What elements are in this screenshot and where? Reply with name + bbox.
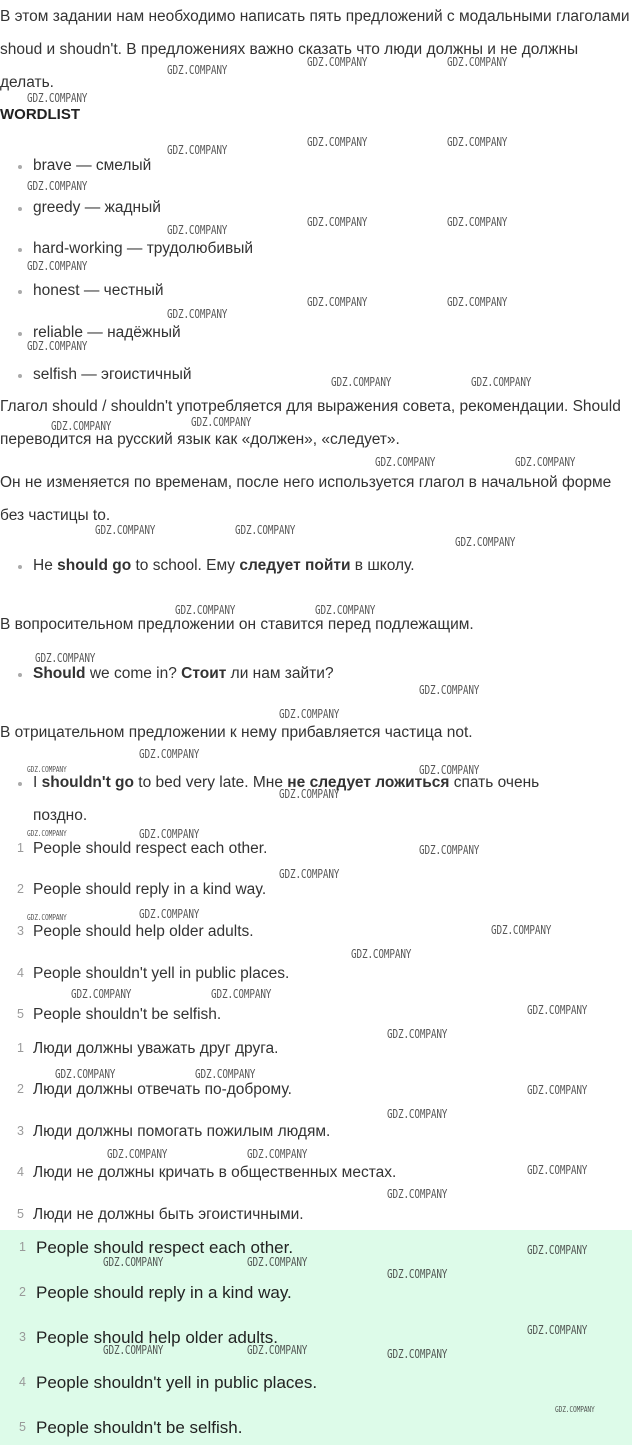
watermark: GDZ.COMPANY [139,747,200,761]
list-item: 1 Люди должны уважать друг друга. [17,1040,279,1057]
watermark: GDZ.COMPANY [307,295,368,309]
watermark: GDZ.COMPANY [387,1267,448,1281]
wordlist-item: selfish — эгоистичный [33,366,192,383]
answer-item: 4 People shouldn't yell in public places. [19,1373,318,1392]
watermark: GDZ.COMPANY [387,1187,448,1201]
watermark: GDZ.COMPANY [491,923,552,937]
list-item: 5 People shouldn't be selfish. [17,1006,222,1023]
watermark: GDZ.COMPANY [175,603,236,617]
watermark: GDZ.COMPANY [247,1255,308,1269]
watermark: GDZ.COMPANY [375,455,436,469]
watermark: GDZ.COMPANY [51,419,112,433]
watermark: GDZ.COMPANY [167,143,228,157]
example-sentence: He should go to school. Ему следует пойти в школу. [33,557,415,574]
watermark: GDZ.COMPANY [279,707,340,721]
watermark: GDZ.COMPANY [27,259,88,273]
watermark: GDZ.COMPANY [191,415,252,429]
watermark: GDZ.COMPANY [27,91,88,105]
watermark: GDZ.COMPANY [279,787,340,801]
intro-text: В этом задании нам необходимо написать пять предложений с модальными глаголами shoud и shoudn't. В предложениях важно сказать что люди должны и не должны делать. [0,8,630,91]
watermark: GDZ.COMPANY [387,1107,448,1121]
list-item: 5 Люди не должны быть эгоистичными. [17,1206,304,1223]
watermark: GDZ.COMPANY [27,829,67,838]
watermark: GDZ.COMPANY [555,1405,595,1414]
watermark: GDZ.COMPANY [103,1343,164,1357]
answer-item: 5 People shouldn't be selfish. [19,1418,243,1437]
answer-item: 2 People should reply in a kind way. [19,1283,292,1302]
grammar-paragraph: В вопросительном предложении он ставится перед подлежащим. [0,616,474,633]
watermark: GDZ.COMPANY [167,63,228,77]
wordlist-item: reliable — надёжный [33,324,181,341]
watermark: GDZ.COMPANY [139,907,200,921]
watermark: GDZ.COMPANY [211,987,272,1001]
grammar-paragraph: В отрицательном предложении к нему прибавляется частица not. [0,724,473,741]
grammar-paragraph: Он не изменяется по временам, после него используется глагол в начальной форме без частицы to. [0,474,612,524]
watermark: GDZ.COMPANY [419,683,480,697]
example-sentence-continuation: поздно. [33,807,88,824]
watermark: GDZ.COMPANY [167,307,228,321]
watermark: GDZ.COMPANY [447,55,508,69]
list-item: 4 Люди не должны кричать в общественных местах. [17,1164,397,1181]
watermark: GDZ.COMPANY [167,223,228,237]
list-item: 2 People should reply in a kind way. [17,881,267,898]
watermark: GDZ.COMPANY [447,295,508,309]
example-sentence: Should we come in? Стоит ли нам зайти? [33,665,334,682]
wordlist-item: brave — смелый [33,157,152,174]
watermark: GDZ.COMPANY [527,1083,588,1097]
watermark: GDZ.COMPANY [35,651,96,665]
answer-item: 3 People should help older adults. [19,1328,278,1347]
list-item: 1 People should respect each other. [17,840,268,857]
watermark: GDZ.COMPANY [455,535,516,549]
example-sentence: I shouldn't go to bed very late. Мне не следует ложиться спать очень [33,774,540,791]
watermark: GDZ.COMPANY [351,947,412,961]
watermark: GDZ.COMPANY [447,215,508,229]
watermark: GDZ.COMPANY [247,1147,308,1161]
watermark: GDZ.COMPANY [315,603,376,617]
watermark: GDZ.COMPANY [515,455,576,469]
watermark: GDZ.COMPANY [527,1003,588,1017]
list-item: 3 Люди должны помогать пожилым людям. [17,1123,331,1140]
watermark: GDZ.COMPANY [419,763,480,777]
watermark: GDZ.COMPANY [419,843,480,857]
watermark: GDZ.COMPANY [471,375,532,389]
watermark: GDZ.COMPANY [527,1163,588,1177]
wordlist-item: hard-working — трудолюбивый [33,240,254,257]
watermark: GDZ.COMPANY [387,1347,448,1361]
grammar-paragraph: Глагол should / shouldn't употребляется для выражения совета, рекомендации. Should переводится на русский язык как «должен», «следует». [0,398,621,448]
watermark: GDZ.COMPANY [27,339,88,353]
answer-item: 1 People should respect each other. [19,1238,294,1257]
watermark: GDZ.COMPANY [103,1255,164,1269]
wordlist-heading: WORDLIST [0,106,80,123]
watermark: GDZ.COMPANY [95,523,156,537]
watermark: GDZ.COMPANY [279,867,340,881]
watermark: GDZ.COMPANY [307,135,368,149]
watermark: GDZ.COMPANY [331,375,392,389]
watermark: GDZ.COMPANY [139,827,200,841]
watermark: GDZ.COMPANY [527,1323,588,1337]
list-item: 2 Люди должны отвечать по-доброму. [17,1081,292,1098]
watermark: GDZ.COMPANY [71,987,132,1001]
wordlist-item: honest — честный [33,282,164,299]
watermark: GDZ.COMPANY [27,179,88,193]
watermark: GDZ.COMPANY [235,523,296,537]
list-item: 4 People shouldn't yell in public places. [17,965,290,982]
watermark: GDZ.COMPANY [27,765,67,774]
watermark: GDZ.COMPANY [27,913,67,922]
watermark: GDZ.COMPANY [307,215,368,229]
list-item: 3 People should help older adults. [17,923,254,940]
watermark: GDZ.COMPANY [527,1243,588,1257]
watermark: GDZ.COMPANY [107,1147,168,1161]
watermark: GDZ.COMPANY [447,135,508,149]
watermark: GDZ.COMPANY [387,1027,448,1041]
watermark: GDZ.COMPANY [55,1067,116,1081]
watermark: GDZ.COMPANY [307,55,368,69]
watermark: GDZ.COMPANY [247,1343,308,1357]
wordlist-item: greedy — жадный [33,199,161,216]
watermark: GDZ.COMPANY [195,1067,256,1081]
